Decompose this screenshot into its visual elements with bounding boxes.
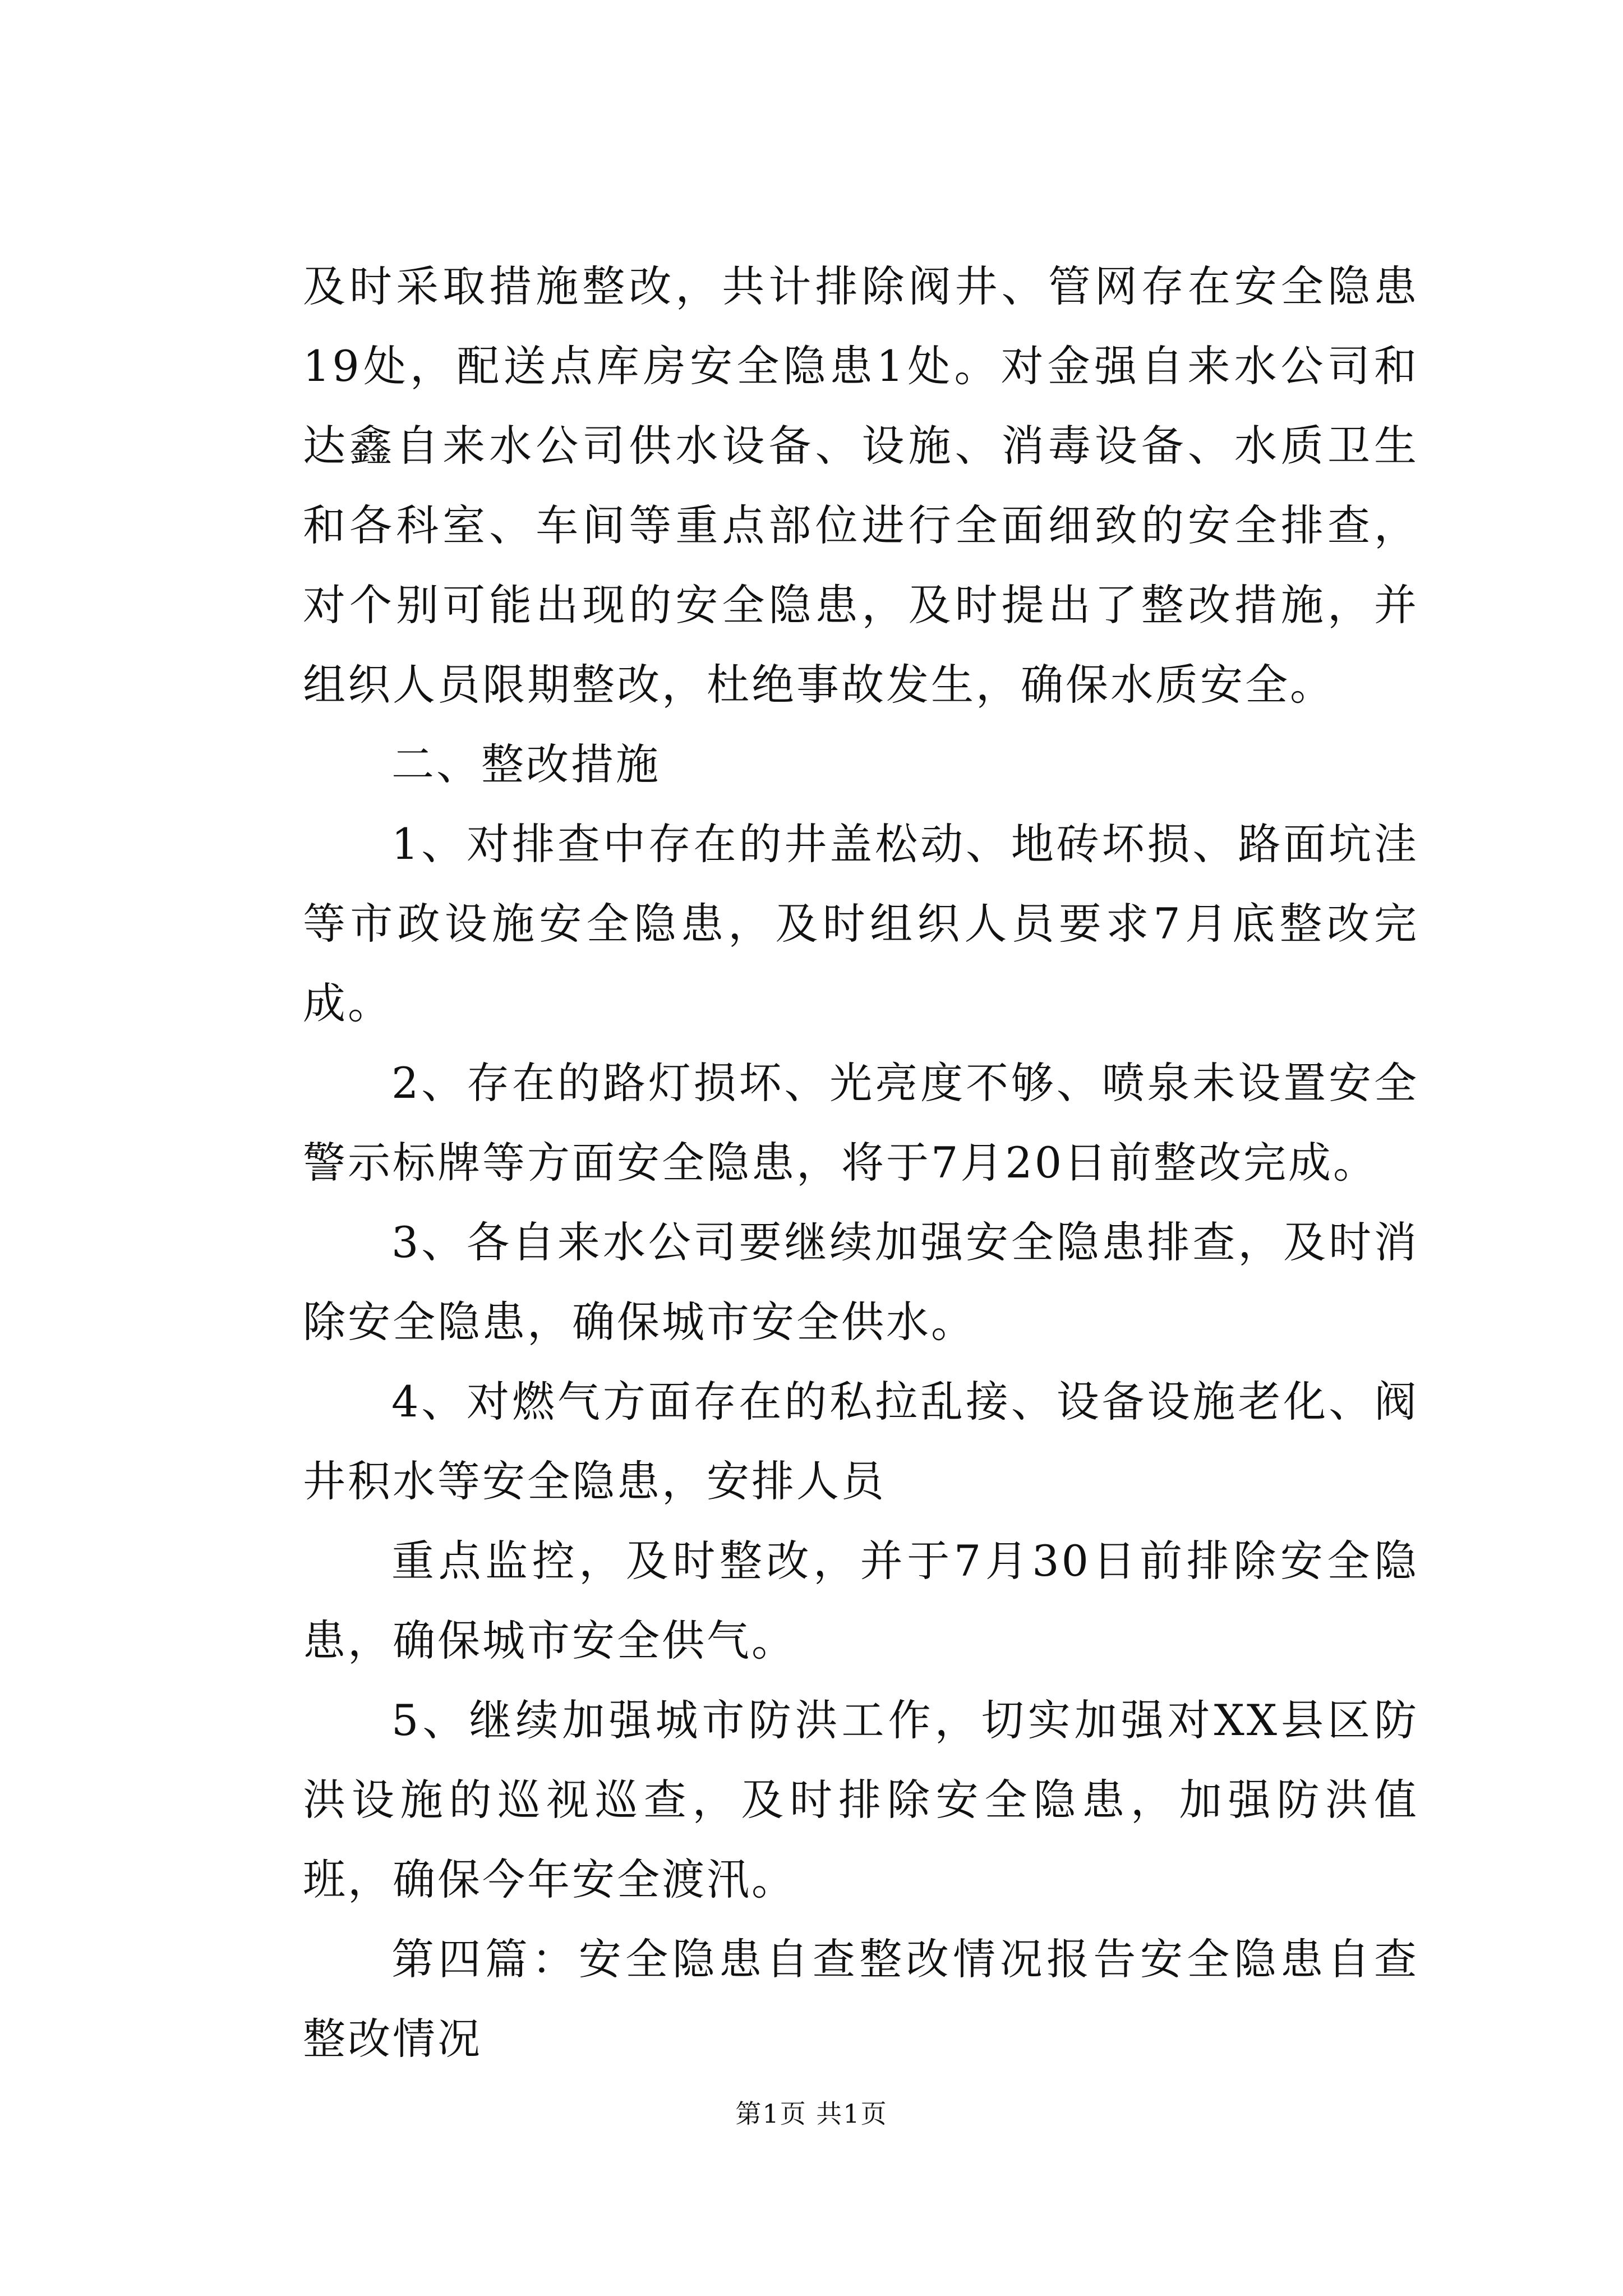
measure-item-2: 2、存在的路灯损坏、光亮度不够、喷泉未设置安全警示标牌等方面安全隐患，将于7月20日前整改完成。	[303, 1058, 1419, 1188]
chapter-title-part-four: 第四篇：安全隐患自查整改情况报告安全隐患自查整改情况	[303, 1934, 1419, 2064]
page-number-label: 第1页 共1页	[735, 2099, 888, 2129]
document-body	[303, 247, 1419, 2079]
measure-item-4-continuation: 重点监控，及时整改，并于7月30日前排除安全隐患，确保城市安全供气。	[303, 1536, 1419, 1665]
page-footer	[0, 2097, 1623, 2131]
section-heading-rectification-measures: 二、整改措施	[391, 739, 661, 789]
measure-item-5: 5、继续加强城市防洪工作，切实加强对XX县区防洪设施的巡视巡查，及时排除安全隐患，加强防洪值班，确保今年安全渡汛。	[303, 1695, 1419, 1904]
paragraph-continuation: 及时采取措施整改，共计排除阀井、管网存在安全隐患19处，配送点库房安全隐患1处。对金强自来水公司和达鑫自来水公司供水设备、设施、消毒设备、水质卫生和各科室、车间等重点部位进行全面细致的安全排查，对个别可能出现的安全隐患，及时提出了整改措施，并组织人员限期整改，杜绝事故发生，确保水质安全。	[303, 261, 1419, 710]
measure-item-3: 3、各自来水公司要继续加强安全隐患排查，及时消除安全隐患，确保城市安全供水。	[303, 1217, 1419, 1347]
measure-item-1: 1、对排查中存在的井盖松动、地砖坏损、路面坑洼等市政设施安全隐患，及时组织人员要求7月底整改完成。	[303, 819, 1419, 1028]
measure-item-4: 4、对燃气方面存在的私拉乱接、设备设施老化、阀井积水等安全隐患，安排人员	[303, 1377, 1419, 1506]
